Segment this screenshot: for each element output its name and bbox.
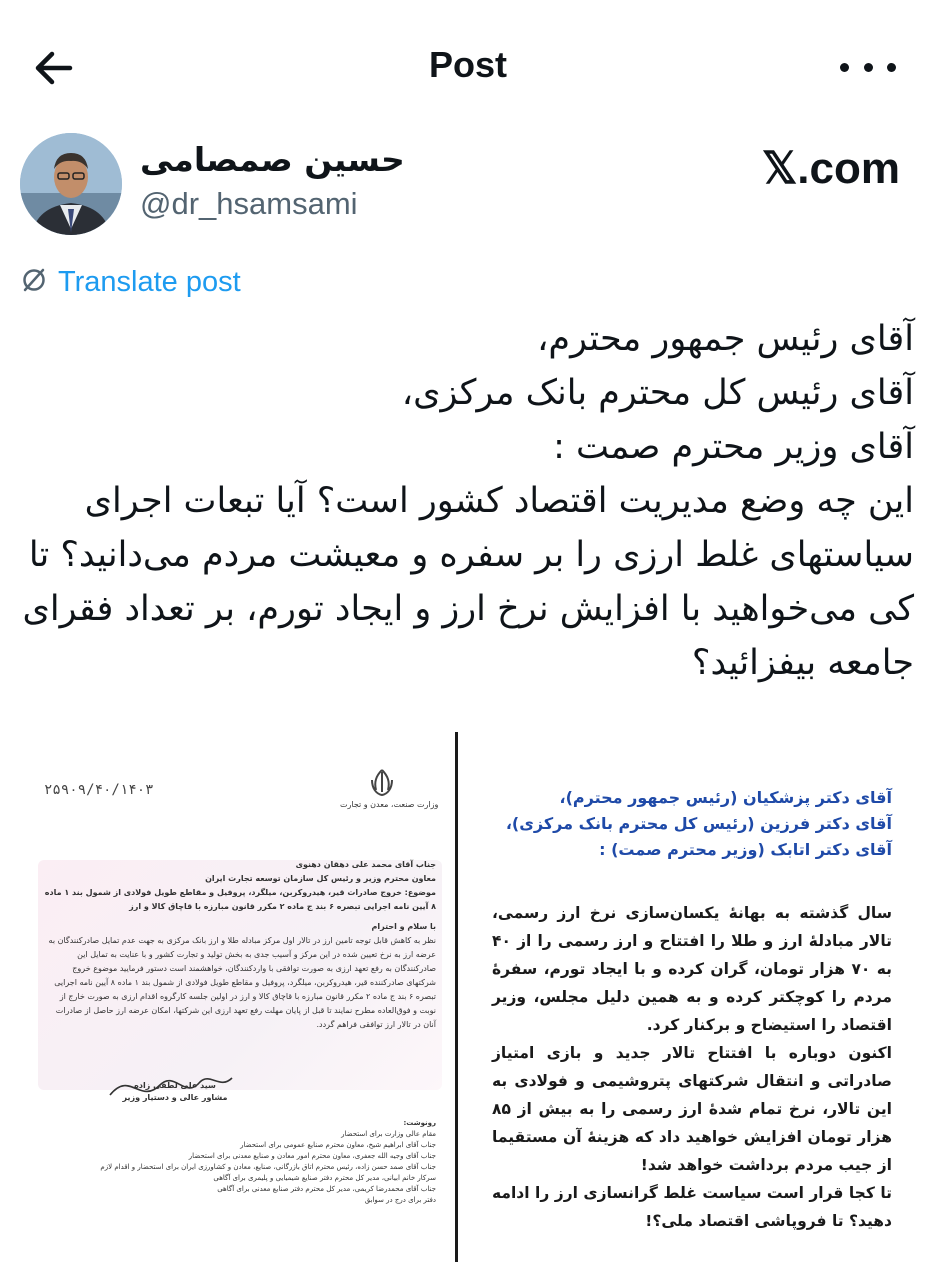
cc-item: جناب آقای محمدرضا کریمی، مدیر کل محترم دفتر صنایع معدنی برای آگاهی (217, 1185, 436, 1193)
letter-body: نظر به کاهش قابل توجه تامین ارز در تالار اول مرکز مبادله طلا و ارز بانک مرکزی به جهت عدم تمایل صادرکنندگان به عرضه ارز به نرخ تعیین شده در این مرکز و آسیب جدی به بخش تولید و تجارت کشور و با عنایت به تمایل این صادرکنندگان به رفع تعهد ارزی به صورت توافقی با واردکنندگان، خواهشمند است دستور فرمایید موضوع خروج شرکتهای صادرکننده قیر، هیدروکربن، میلگرد، پروفیل و مقاطع طویل فولادی از شمول بند ۱ ماده ۸ آیین نامه اجرایی تبصره ۶ بند ج ماده ۲ مکرر قانون مبارزه با قاچاق کالا و ارز در اولین جلسه کارگروه اقدام ارزی به صورت خارج از نوبت و فوق‌العاده مطرح نمایند تا قبل از پایان مهلت رفع تعهد ارزی این شرکتها، امکان عرضه ارز حاصل از صادرات آنان در تالار ارز توافقی فراهم گردد. (48, 936, 436, 1029)
post-line: آقای رئیس جمهور محترم، (537, 319, 914, 359)
cc-item: جناب آقای صمد حسن زاده، رئیس محترم اتاق بازرگانی، صنایع، معادن و کشاورزی ایران برای استحضار و اقدام لازم (100, 1163, 436, 1171)
page-title: Post (428, 44, 507, 85)
post-line: کی می‌خواهید با افزایش نرخ ارز و ایجاد تورم، بر تعداد فقرای (22, 589, 914, 629)
cc-title: رونوشت: (403, 1119, 436, 1127)
cc-item: جناب آقای وجیه الله جعفری، معاون محترم امور معادن و صنایع معدنی برای استحضار (188, 1152, 436, 1160)
signer-role: مشاور عالی و دستیار وزیر (122, 1093, 228, 1102)
scanned-letter (30, 760, 440, 1240)
translate-label: Translate post (58, 265, 241, 298)
letter-subject: موضوع: خروج صادرات قیر، هیدروکربن، میلگرد، پروفیل و مقاطع طویل فولادی از شمول بند ۱ ماده ۸ آیین نامه اجرایی تبصره ۶ بند ج ماده ۲ مکرر قانون مبارزه با قاچاق کالا و ارز (44, 888, 436, 911)
letter-reference: ۲۵۹۰۹/۴۰/۱۴۰۳ (44, 782, 154, 798)
author-name[interactable]: حسین صمصامی (140, 140, 405, 179)
letter-paragraph: تا کجا قرار است سیاست غلط گرانسازی ارز را ادامه دهید؟ تا فروپاشی اقتصاد ملی؟! (492, 1184, 892, 1230)
post-line: جامعه بیفزائید؟ (691, 643, 914, 683)
author-handle[interactable]: @dr_hsamsami (140, 186, 358, 221)
letter-role: معاون محترم وزیر و رئیس کل سازمان توسعه تجارت ایران (205, 874, 436, 883)
letter-address-line: آقای دکتر فرزین (رئیس کل محترم بانک مرکزی)، (505, 814, 892, 833)
translate-globe-icon (20, 266, 48, 298)
cc-item: مقام عالی وزارت برای استحضار (341, 1130, 436, 1138)
cc-item: جناب آقای ابراهیم شیخ، معاون محترم صنایع عمومی برای استحضار (240, 1141, 436, 1149)
post-line: این چه وضع مدیریت اقتصاد کشور است؟ آیا تبعات اجرای (84, 481, 914, 521)
letter-addressee: جناب آقای محمد علی دهقان دهنوی (295, 860, 436, 869)
letter-cc-list (44, 1118, 436, 1206)
cc-item: دفتر برای درج در سوابق (364, 1196, 436, 1204)
more-options-icon[interactable] (840, 52, 896, 82)
avatar[interactable] (20, 133, 122, 235)
letter-paragraph: سال گذشته به بهانهٔ یکسان‌سازی نرخ ارز رسمی، تالار مبادلهٔ ارز و طلا را افتتاح و ارز رسمی را از ۴۰ به ۷۰ هزار تومان، گران کرده و با ایجاد تورم، سفرهٔ مردم را کوچکتر کرده و به همین دلیل مجلس، وزیر اقتصاد را استیضاح و برکنار کرد. (492, 904, 892, 1034)
post-media-image[interactable] (22, 730, 914, 1270)
printed-letter (492, 785, 892, 1235)
post-line: آقای رئیس کل محترم بانک مرکزی، (401, 373, 914, 413)
x-com-watermark: 𝕏.com (761, 144, 900, 193)
ministry-label: وزارت صنعت، معدن و تجارت (340, 800, 439, 809)
iran-emblem-icon (368, 768, 396, 798)
top-bar (0, 0, 936, 140)
letter-paragraph: اکنون دوباره با افتتاح تالار جدید و بازی امتیاز صادراتی و انتقال شرکتهای پتروشیمی و فولادی به این تالار، نرخ تمام شدهٔ ارز رسمی را به بیش از ۸۵ هزار تومان افزایش خواهید داد که هزینهٔ آن مستقیما از جیب مردم برداشت خواهد شد! (492, 1044, 892, 1174)
signer-name: سید علی لطفی زاده (134, 1081, 216, 1090)
post-body (24, 312, 914, 690)
post-line: آقای وزیر محترم صمت : (553, 427, 914, 467)
post-line: سیاستهای غلط ارزی را بر سفره و معیشت مردم می‌دانید؟ تا (28, 535, 914, 575)
image-divider (455, 732, 458, 1262)
cc-item: سرکار خانم ابیانی، مدیر کل محترم دفتر صنایع شیمیایی و پلیمری برای آگاهی (213, 1174, 436, 1182)
letter-address-line: آقای دکتر پزشکیان (رئیس جمهور محترم)، (559, 788, 892, 807)
translate-post-button[interactable] (20, 262, 241, 302)
letter-greeting: با سلام و احترام (371, 922, 436, 931)
letter-text (44, 858, 436, 1032)
letter-signer (110, 1080, 240, 1104)
letter-address-line: آقای دکتر اتابک (وزیر محترم صمت) : (599, 840, 892, 859)
